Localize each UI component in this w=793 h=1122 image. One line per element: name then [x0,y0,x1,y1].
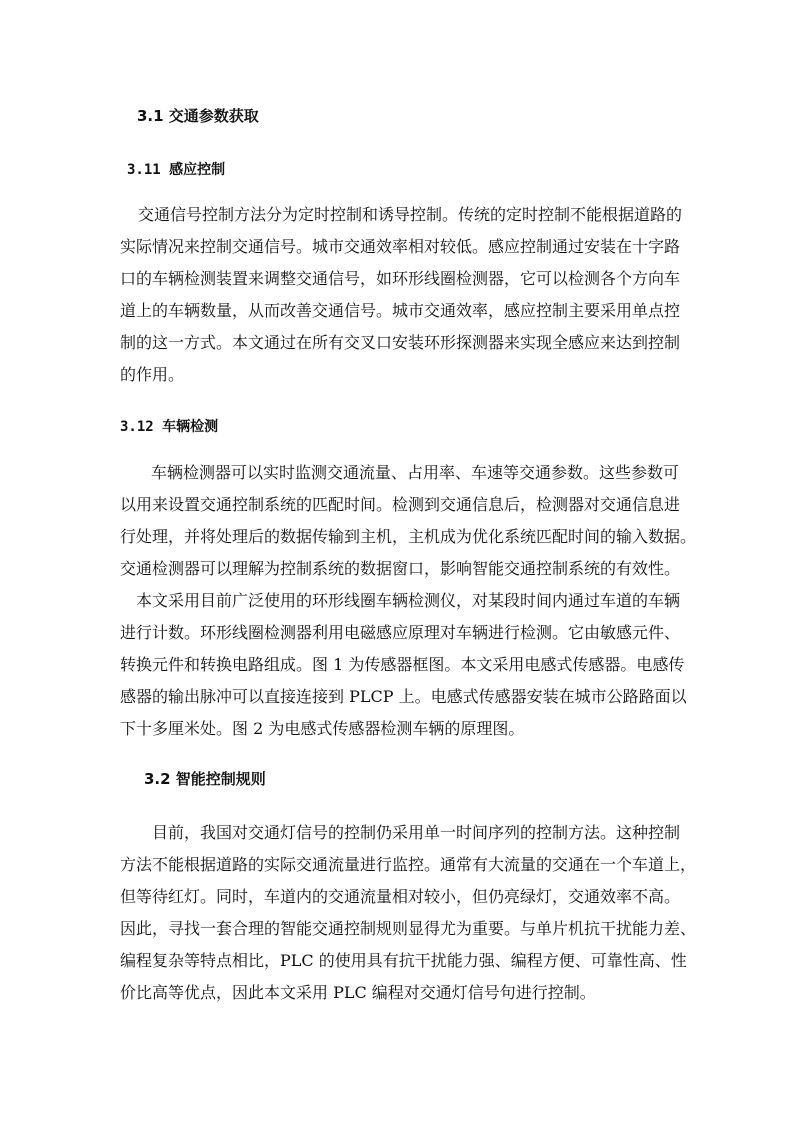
text-line: 编程复杂等特点相比，PLC 的使用具有抗干扰能力强、编程方便、可靠性高、性 [120,951,687,970]
text-line: 交通信号控制方法分为定时控制和诱导控制。传统的定时控制不能根据道路的 [138,205,683,224]
text-line: 进行计数。环形线圈检测器利用电磁感应原理对车辆进行检测。它由敏感元件、 [120,623,681,642]
text-line: 转换元件和转换电路组成。图 1 为传感器框图。本文采用电感式传感器。电感传 [120,655,685,674]
text-line: 但等待红灯。同时，车道内的交通流量相对较小，但仍亮绿灯，交通效率不高。 [120,887,681,906]
text-line: 价比高等优点，因此本文采用 PLC 编程对交通灯信号句进行控制。 [120,983,596,1002]
subsection-heading-3-12: 3.12 车辆检测 [120,419,219,435]
subsection-heading-3-11: 3.11 感应控制 [127,162,226,178]
text-line: 目前，我国对交通灯信号的控制仍采用单一时间序列的控制方法。这种控制 [152,823,681,842]
section-heading-3-2: 3.2 智能控制规则 [144,770,266,788]
text-line: 的作用。 [120,365,185,384]
text-line: 车辆检测器可以实时监测交通流量、占用率、车速等交通参数。这些参数可 [151,463,680,482]
text-line: 方法不能根据道路的实际交通流量进行监控。通常有大流量的交通在一个车道上， [120,855,697,874]
text-line: 实际情况来控制交通信号。城市交通效率相对较低。感应控制通过安装在十字路 [120,237,681,256]
text-line: 感器的输出脉冲可以直接连接到 PLCP 上。电感式传感器安装在城市公路路面以 [120,687,687,706]
text-line: 道上的车辆数量，从而改善交通信号。城市交通效率，感应控制主要采用单点控 [120,301,681,320]
section-heading-3-1: 3.1 交通参数获取 [137,107,259,125]
text-line: 口的车辆检测装置来调整交通信号，如环形线圈检测器，它可以检测各个方向车 [120,269,681,288]
text-line: 行处理，并将处理后的数据传输到主机，主机成为优化系统匹配时间的输入数据。 [120,527,697,546]
text-line: 交通检测器可以理解为控制系统的数据窗口，影响智能交通控制系统的有效性。 [120,559,681,578]
text-line: 下十多厘米处。图 2 为电感式传感器检测车辆的原理图。 [120,719,525,738]
text-line: 因此，寻找一套合理的智能交通控制规则显得尤为重要。与单片机抗干扰能力差、 [120,919,697,938]
text-line: 制的这一方式。本文通过在所有交叉口安装环形探测器来实现全感应来达到控制 [120,333,681,352]
text-line: 本文采用目前广泛使用的环形线圈车辆检测仪，对某段时间内通过车道的车辆 [136,591,681,610]
text-line: 以用来设置交通控制系统的匹配时间。检测到交通信息后，检测器对交通信息进 [120,495,681,514]
